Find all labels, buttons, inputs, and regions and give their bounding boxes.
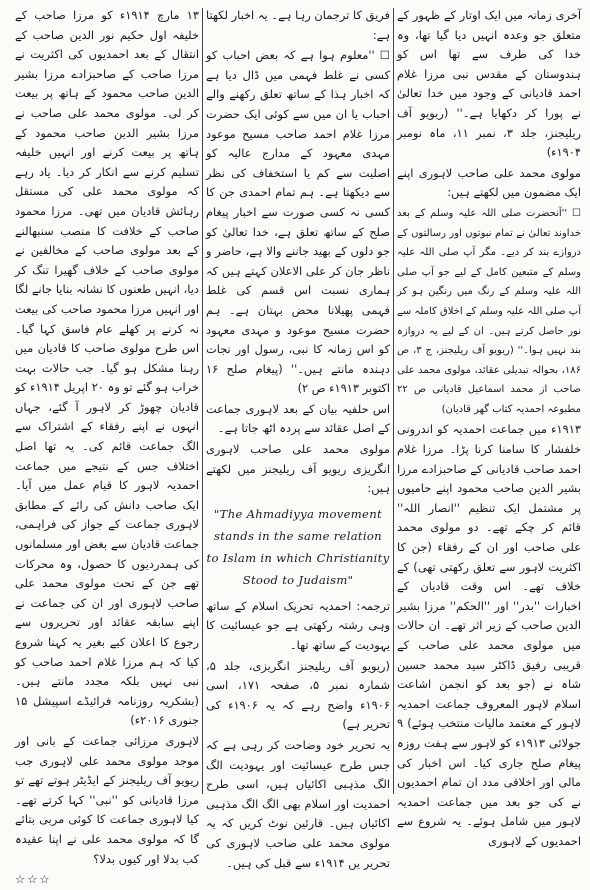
paragraph: آخری زمانہ میں ایک اوتار کے ظہور کے متعلق جو وعدہ انہیں دیا گیا تھا، وہ خدا کی طرف سے تھا اس کو ہندوستان کے مقدس نبی مرزا غلام احمد قادیانی کے وجود میں خدا تعالیٰ نے پورا کر دکھایا ہے۔'' (ریویو آف ریلیجنز، جلد ۳، نمبر ۱۱، ماہ نومبر ۱۹۰۴ء) [397,8,581,160]
paragraph: یہ تحریر خود وضاحت کر رہی ہے کہ جس طرح عیسائیت اور یہودیت الگ الگ مذہبی اکائیاں ہیں، اسی طرح احمدیت اور اسلام بھی الگ الگ مذہبی اکائیاں ہیں۔ قارئین نوٹ کریں کہ یہ مولوی محمد علی صاحب لاہوری کی تحریر یں ۱۹۱۴ء سے قبل کی ہیں۔ [206,738,390,870]
quote-paragraph: ☐ ''آنحضرت صلی اللہ علیہ وسلم کے بعد خداوند تعالیٰ نے تمام نبوتوں اور رسالتوں کے دروازے بند کر دیے۔ مگر آپ صلی اللہ علیہ وسلم کے متبعین کامل کے لیے جو آپ صلی اللہ علیہ وسلم کے رنگ میں رنگین ہو کر آپ صلی اللہ علیہ وسلم کے اخلاق کاملہ سے نور حاصل کرتے ہیں۔ ان کے لیے یہ دروازہ بند نہیں ہوا۔'' (ریویو آف ریلیجنز، ج ۳، ص ۱۸۶، بحوالہ تبدیلی عقائد، مولوی محمد علی صاحب از محمد اسماعیل قادیانی ص ۲۲ مطبوعہ احمدیہ کتاب گھر قادیان) [397,207,581,415]
paragraph: اس حلفیہ بیان کے بعد لاہوری جماعت کے اصل عقائد سے پردہ اٹھ جاتا ہے۔ [206,401,390,436]
paragraph: لاہوری مرزائی جماعت کے بانی اور موجد مولوی محمد علی لاہوری جب ریویو آف ریلیجنز کے ایڈیٹر ہوتے تھے تو مرزا قادیانی کو ''نبی'' کہا کرتے تھے۔ کیا لاہوری جماعت کا کوئی مربی بتائے گا کہ مولوی محمد علی نے اپنا عقیدہ کب بدلا اور کیوں بدلا؟ [15,733,199,866]
paragraph: فریق کا ترجمان رہا ہے۔ یہ اخبار لکھتا ہے: [206,8,390,42]
paragraph: ترجمہ: احمدیہ تحریک اسلام کے ساتھ وہی رشتہ رکھتی ہے جو عیسائیت کا یہودیت کے ساتھ تھا۔ [206,598,390,653]
citation: (ریویو آف ریلیجنز انگریزی، جلد ۵، شمارہ نمبر ۵، صفحہ ۱۷۱، اسی ۱۹۰۶ء واضح رہے کہ یہ ۱۹۰۶ء کی تحریر ہے) [206,658,391,732]
paragraph: مولوی محمد علی صاحب لاہوری اپنے ایک مضمون میں لکھتے ہیں: [397,165,581,200]
paragraph: ۱۹۱۳ء میں جماعت احمدیہ کو اندرونی خلفشار کا سامنا کرنا پڑا۔ مرزا غلام احمد صاحب قادیانی کے صاحبزادے مرزا بشیر الدین صاحب محمود اپنے حامیوں پر مشتمل ایک تنظیم ''انصار اللہ'' قائم کر چکے تھے۔ دو مولوی محمد علی صاحب اور ان کے رفقاء (جن کا اکثریت لاہور سے تعلق رکھتی تھی) کے خلاف تھے۔ اس وقت قادیان کے اخبارات ''بدر'' اور ''الحکم'' مرزا بشیر الدین صاحب کے زیر اثر تھے۔ ان حالات میں مولوی محمد علی صاحب کے قریبی رفیق ڈاکٹر سید محمد حسین شاہ نے (جو بعد کو انجمن اشاعت اسلام لاہور المعروف جماعت احمدیہ لاہور کے معتمد مالیات منتخب ہوئے) ۹ جولائی ۱۹۱۳ء کو لاہور سے ہفت روزہ پیغام صلح جاری کیا۔ اس اخبار کی مالی اور اخلاقی مدد ان تمام احمدیوں نے کی جو بعد میں جماعت احمدیہ لاہور میں شامل ہوئے۔ یہ شروع سے احمدیوں کے لاہوری [397,422,581,848]
column-left [12,6,202,887]
english-quote: "The Ahmadiyya movement stands in the same relation to Islam in which Christianity Stood to Judaism" [206,506,390,587]
end-stars: ☆☆☆ [15,872,52,887]
quote-paragraph: ☐ ''معلوم ہوا ہے کہ بعض احباب کو کسی نے غلط فہمی میں ڈال دیا ہے کہ اخبار ہذا کے ساتھ تعلق رکھنے والے احباب یا ان میں سے کوئی ایک حضرت مرزا غلام احمد صاحب مسیح موعود مہدی معہود کے مدارج عالیہ کو اصلیت سے کم یا استخفاف کی نظر سے دیکھتا ہے۔ ہم تمام احمدی جن کا کسی نہ کسی صورت سے اخبار پیغام صلح کے ساتھ تعلق ہے، خدا تعالیٰ کو جو دلوں کے بھید جاننے والا ہے، حاضر و ناظر جان کر علی الاعلان کہتے ہیں کہ ہماری نسبت اس قسم کی غلط فہمی پھیلانا محض بہتان ہے۔ ہم حضرت مسیح موعود و مہدی معہود کو اس زمانہ کا نبی، رسول اور نجات دہندہ مانتے ہیں۔'' (پیغام صلح ۱۶ اکتوبر ۱۹۱۳ء ص ۲) [206,48,390,396]
column-right [394,6,584,848]
column-middle [203,6,393,870]
paragraph: ۱۳ مارچ ۱۹۱۴ء کو مرزا صاحب کے خلیفہ اول حکیم نور الدین صاحب کے انتقال کے بعد احمدیوں کی اکثریت نے مرزا صاحب کے صاحبزادے مرزا بشیر الدین صاحب محمود کے ہاتھ پر بیعت کر لی۔ مولوی محمد علی صاحب نے مرزا بشیر الدین صاحب محمود کے ہاتھ پر بیعت کرنے اور انہیں خلیفہ تسلیم کرنے سے انکار کر دیا۔ یاد رہے کہ مولوی محمد علی کی مستقل رہائش قادیان میں تھی۔ مرزا محمود صاحب کے خلافت کا منصب سنبھالنے کے بعد مولوی صاحب کے مخالفین نے مولوی صاحب کے خلاف گھیرا تنگ کر دیا، انہیں طعنوں کا نشانہ بنایا جانے لگا اور انہیں مرزا محمود صاحب کی بیعت نہ کرنے پر کھلے عام فاسق کہا گیا۔ اس طرح مولوی صاحب کا قادیان میں رہنا مشکل ہو گیا۔ جب حالات بہت خراب ہو گئے تو وہ ۲۰ اپریل ۱۹۱۴ء کو قادیان چھوڑ کر لاہور آ گئے، جہاں انہوں نے اپنے رفقاء کے اشتراک سے الگ جماعت قائم کی۔ یہ تھا اصل اختلاف جس کے نتیجے میں جماعت احمدیہ لاہور کا قیام عمل میں آیا۔ ایک صاحب دانش کی رائے کے مطابق لاہوری جماعت کے جواز کی فراہمی، جماعت قادیان سے بغض اور مسلمانوں کی ہمدردیوں کا حصول، وہ محرکات تھے جن کے تحت مولوی محمد علی صاحب لاہوری اور ان کی جماعت نے اپنے سابقہ عقائد اور تحریروں سے رجوع کا اعلان کیے بغیر یہ کہنا شروع کیا کہ ہم مرزا غلام احمد صاحب کو نبی نہیں بلکہ مجدد مانتے ہیں۔ (بشکریہ روزنامہ فرائیڈے اسپیشل ۱۵ جنوری ۲۰۱۶ء) [15,8,199,728]
paragraph: مولوی محمد علی صاحب لاہوری انگریزی ریویو آف ریلیجنز میں لکھتے ہیں: [206,442,390,496]
